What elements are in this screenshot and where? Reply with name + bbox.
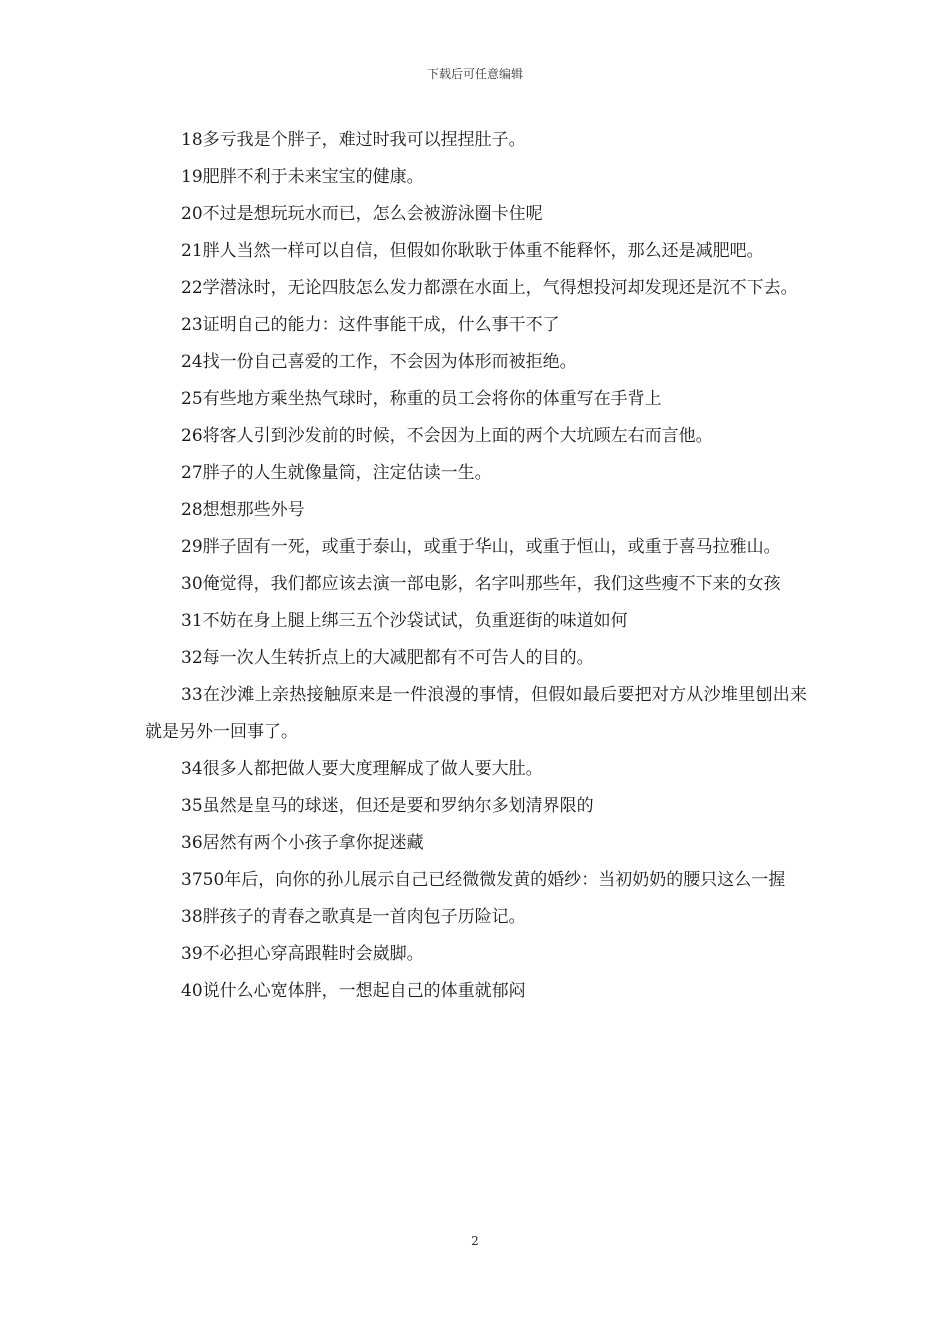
paragraph: 31不妨在身上腿上绑三五个沙袋试试，负重逛街的味道如何 — [181, 611, 628, 631]
paragraph: 22学潜泳时，无论四肢怎么发力都漂在水面上，气得想投河却发现还是沉不下去。 — [181, 278, 798, 298]
paragraph: 36居然有两个小孩子拿你捉迷藏 — [181, 833, 424, 853]
paragraph: 29胖子固有一死，或重于泰山，或重于华山，或重于恒山，或重于喜马拉雅山。 — [181, 537, 781, 557]
paragraph: 25有些地方乘坐热气球时，称重的员工会将你的体重写在手背上 — [181, 389, 662, 409]
page-header: 下载后可任意编辑 — [426, 67, 523, 81]
paragraph: 24找一份自己喜爱的工作，不会因为体形而被拒绝。 — [181, 352, 577, 372]
paragraph: 40说什么心宽体胖，一想起自己的体重就郁闷 — [181, 981, 526, 1001]
paragraph: 20不过是想玩玩水而已，怎么会被游泳圈卡住呢 — [181, 204, 543, 224]
paragraph: 34很多人都把做人要大度理解成了做人要大肚。 — [181, 759, 543, 779]
paragraph: 32每一次人生转折点上的大减肥都有不可告人的目的。 — [181, 648, 594, 668]
paragraph: 39不必担心穿高跟鞋时会崴脚。 — [181, 944, 424, 964]
paragraph: 33在沙滩上亲热接触原来是一件浪漫的事情，但假如最后要把对方从沙堆里刨出来就是另外一回事了。 — [145, 685, 807, 742]
paragraph: 26将客人引到沙发前的时候，不会因为上面的两个大坑顾左右而言他。 — [181, 426, 713, 446]
paragraph: 28想想那些外号 — [181, 500, 305, 520]
paragraph: 27胖子的人生就像量筒，注定估读一生。 — [181, 463, 492, 483]
document-body — [145, 122, 807, 1010]
paragraph: 23证明自己的能力：这件事能干成，什么事干不了 — [181, 315, 560, 335]
paragraph: 18多亏我是个胖子，难过时我可以捏捏肚子。 — [181, 130, 526, 150]
paragraph: 35虽然是皇马的球迷，但还是要和罗纳尔多划清界限的 — [181, 796, 594, 816]
paragraph: 38胖孩子的青春之歌真是一首肉包子历险记。 — [181, 907, 526, 927]
page-number: 2 — [471, 1234, 479, 1248]
paragraph: 3750年后，向你的孙儿展示自己已经微微发黄的婚纱：当初奶奶的腰只这么一握 — [181, 870, 786, 890]
paragraph: 19肥胖不利于未来宝宝的健康。 — [181, 167, 424, 187]
paragraph: 30俺觉得，我们都应该去演一部电影，名字叫那些年，我们这些瘦不下来的女孩 — [181, 574, 781, 594]
paragraph: 21胖人当然一样可以自信，但假如你耿耿于体重不能释怀，那么还是减肥吧。 — [181, 241, 764, 261]
